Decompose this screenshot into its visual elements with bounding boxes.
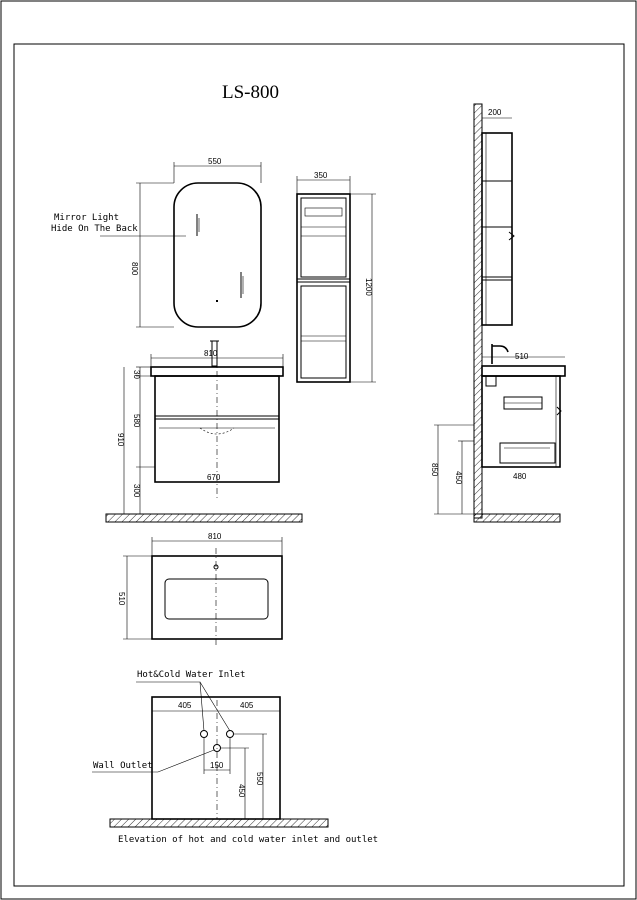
drawing-title: LS-800	[222, 82, 279, 103]
side-shelf-depth-dim: 200	[488, 108, 502, 117]
side-height-450-dim: 450	[454, 471, 463, 485]
plumbing-caption: Elevation of hot and cold water inlet and outlet	[118, 835, 379, 845]
basin-top-view	[123, 537, 282, 648]
side-cabinet-depth-dim: 480	[513, 472, 527, 481]
outlet-label: Wall Outlet	[93, 761, 153, 771]
vanity-top-width-dim: 810	[204, 349, 218, 358]
plumbing-spacing-dim: 150	[210, 761, 224, 770]
vanity-total-height-dim: 910	[116, 433, 125, 447]
side-height-850-dim: 850	[430, 463, 439, 477]
plumbing-h1-dim: 450	[237, 784, 246, 798]
tall-cabinet-height-dim: 1200	[364, 278, 373, 296]
top-view-depth-dim: 510	[117, 592, 126, 606]
mirror-width-dim: 550	[208, 157, 222, 166]
vanity-base-width-dim: 670	[207, 473, 221, 482]
mirror-height-dim: 800	[130, 262, 139, 276]
plumbing-left-dim: 405	[178, 701, 192, 710]
tall-cabinet-width-dim: 350	[314, 171, 328, 180]
mirror-front-view	[136, 162, 261, 327]
vanity-floor-gap-dim: 300	[132, 484, 141, 498]
side-basin-depth-dim: 510	[515, 352, 529, 361]
plumbing-elevation	[92, 682, 328, 827]
vanity-body-height-dim: 580	[132, 414, 141, 428]
plumbing-h2-dim: 550	[255, 772, 264, 786]
mirror-note-line1: Mirror Light	[54, 213, 120, 223]
side-elevation-view	[434, 104, 565, 522]
plumbing-right-dim: 405	[240, 701, 254, 710]
mirror-note-line2: Hide On The Back	[51, 224, 138, 234]
inlet-label: Hot&Cold Water Inlet	[137, 670, 246, 680]
top-view-width-dim: 810	[208, 532, 222, 541]
vanity-top-thickness-dim: 30	[132, 370, 141, 379]
